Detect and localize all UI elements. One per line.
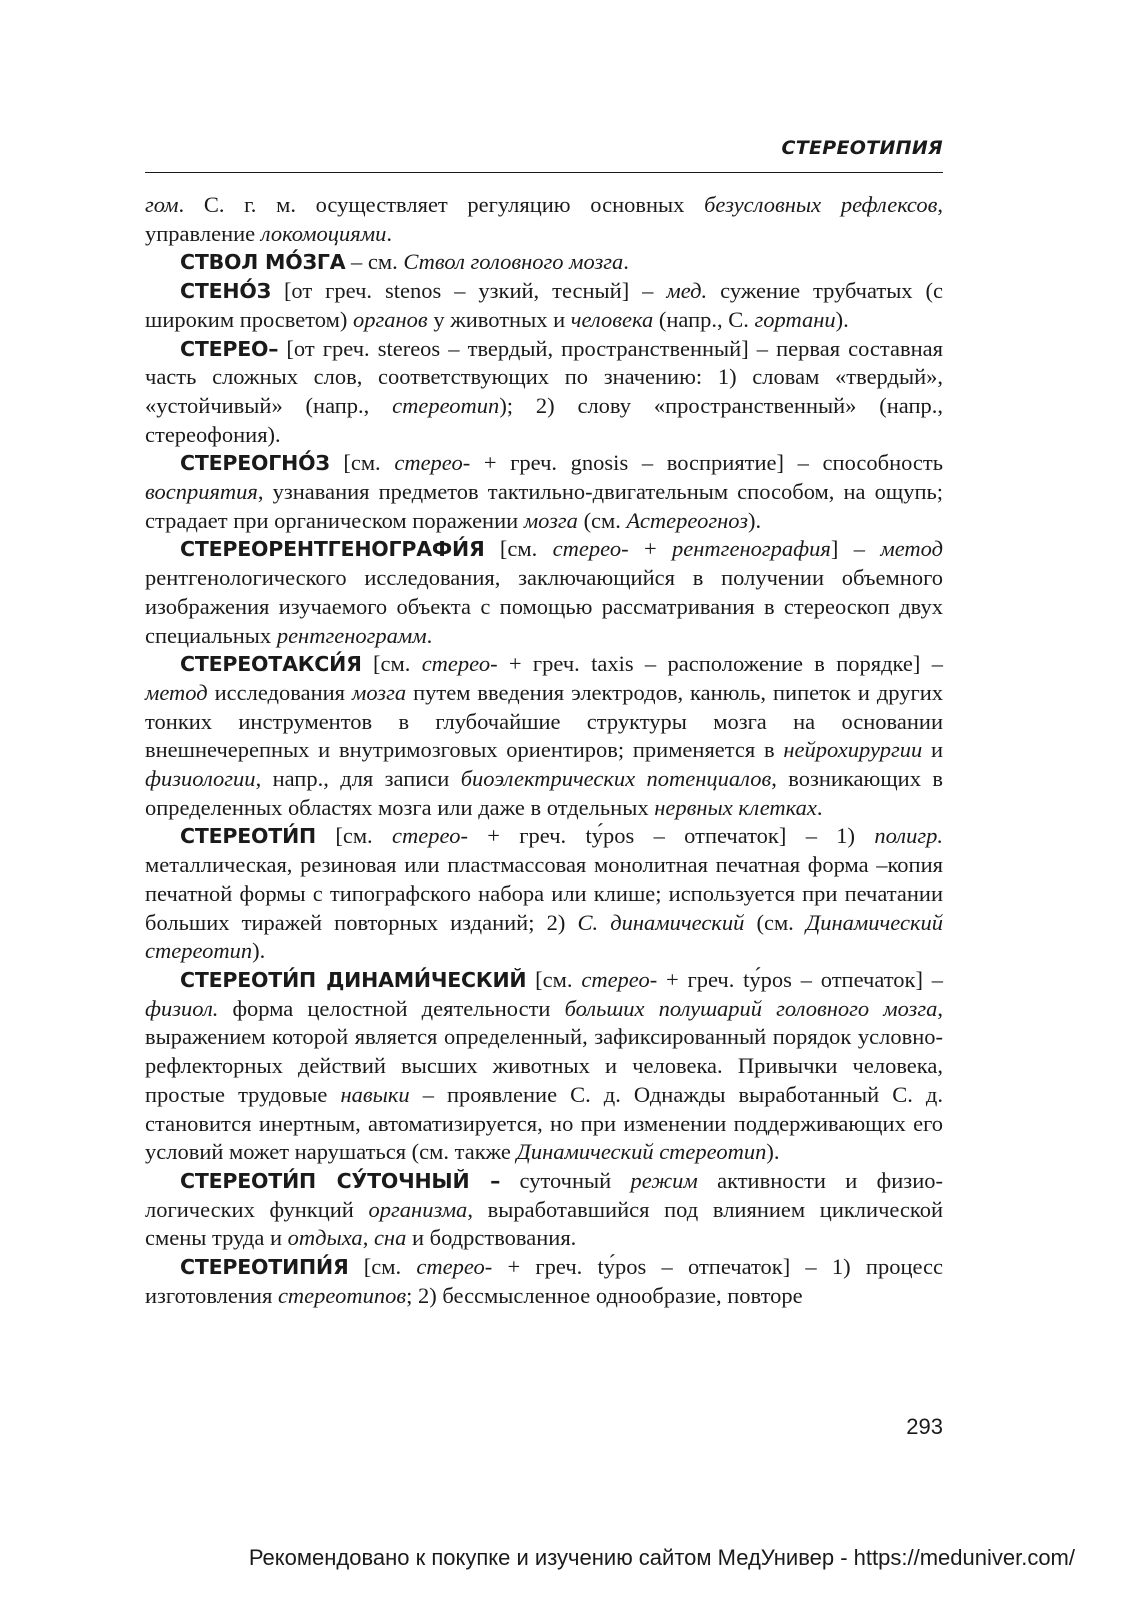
book-page — [145, 0, 943, 1601]
entry-text: . — [426, 622, 433, 648]
entry-text: ). — [835, 306, 849, 332]
entry-text: [от греч. stereos – твердый, пространственный] – первая составная часть сложных слов, соответствующих по значению: 1) словам «твердый», «устойчивый» (напр., — [145, 335, 943, 418]
italic-term: отдыха — [287, 1225, 363, 1251]
dictionary-entry — [145, 822, 943, 966]
entry-headword: СТЕНО́З — [180, 279, 271, 304]
dictionary-entry — [145, 248, 943, 277]
italic-term: мозга — [351, 679, 407, 705]
entry-text: путем введения электродов, канюль, пипеток и других тонких инструментов в глубочайшие структуры мозга на основании внешнечерепных и внутримозговых ориентиров; применяется в — [145, 679, 944, 763]
entry-text: [см. — [526, 966, 582, 992]
entry-text: + греч. taxis – расположение в порядке] – — [497, 651, 943, 677]
entry-text: ; 2) бессмысленное однообразие, повторе — [406, 1282, 803, 1308]
entry-headword: СТЕРЕОТИПИ́Я — [180, 1255, 349, 1280]
dictionary-entry — [145, 277, 943, 334]
italic-term: стерео- — [581, 966, 658, 992]
entry-text: [см. — [348, 1254, 417, 1280]
entry-text: исследования — [207, 679, 352, 705]
italic-term: гортани — [754, 306, 836, 332]
italic-term: рентгенография — [672, 536, 831, 562]
entry-text: у животных и — [427, 306, 571, 332]
entry-text: (см. — [744, 909, 806, 935]
italic-term: мозга — [523, 507, 578, 533]
entry-text: (см. — [577, 507, 627, 533]
italic-term: организма — [368, 1196, 468, 1222]
entry-headword: СТЕРЕО– — [180, 336, 279, 361]
dictionary-entry — [145, 1167, 943, 1253]
italic-term: органов — [352, 306, 428, 332]
italic-term: сна — [373, 1225, 407, 1251]
italic-term: режим — [630, 1167, 698, 1193]
entry-text: металлическая, резиновая или пластмассовая монолитная печатная форма –копия печатной формы с типографского набора или клише; используется при печатании больших тиражей повторных изданий; 2) — [145, 852, 943, 935]
entry-text: [см. — [361, 651, 422, 677]
italic-term: Ствол головного мозга — [403, 249, 624, 275]
entry-text: и бодрствования. — [406, 1225, 577, 1251]
italic-term: С. динамический — [577, 909, 745, 935]
entry-text: , — [362, 1225, 374, 1251]
italic-term: Динамический стереотип — [516, 1139, 767, 1165]
entry-text: , возникающих в определенных областях мозга или даже в отдельных — [145, 766, 943, 820]
entry-text: – см. — [345, 249, 404, 275]
running-head: СТЕРЕОТИПИЯ — [781, 137, 943, 159]
dictionary-entry — [145, 335, 943, 450]
entry-text: . — [816, 794, 823, 820]
italic-term: локомоциями — [260, 220, 387, 246]
dictionary-entry — [145, 650, 943, 822]
entry-text: форма целостной деятельности — [218, 995, 565, 1021]
entry-text: активности и физиологических функций — [145, 1167, 943, 1222]
entry-text: [см. — [329, 450, 395, 476]
page-number: 293 — [906, 1414, 943, 1439]
entry-text: , выражением которой является определенный, зафиксированный порядок условно-рефлекторных действий высших животных и человека. Привычки человека, простые трудовые — [145, 995, 943, 1107]
entry-text: рентгенологического исследования, заключающийся в получении объемного изображения изучаемого объекта с помощью рассматривания в стереоскоп двух специальных — [145, 565, 943, 648]
italic-term: биоэлектрических потенциалов — [460, 766, 772, 792]
entry-text: . С. г. м. осуществляет регуляцию основных — [178, 192, 705, 217]
entry-text: [от греч. stenos – узкий, тесный] – — [270, 278, 667, 304]
italic-term: мед. — [666, 278, 708, 304]
italic-term: физиол. — [145, 995, 219, 1021]
entry-headword: СТЕРЕОТИ́П ДИНАМИ́ЧЕСКИЙ — [180, 967, 527, 992]
entry-text: , управление — [145, 192, 943, 246]
entry-text: + греч. tу́pos – отпечаток] – 1) процесс изготовления — [145, 1254, 943, 1308]
dictionary-body — [145, 191, 943, 1310]
entry-headword: СТЕРЕОТАКСИ́Я — [180, 652, 362, 677]
italic-term: Динамический стереотип — [145, 909, 943, 964]
entry-text: [см. — [484, 536, 553, 562]
entry-continuation — [145, 191, 943, 248]
italic-term: рентгенограмм — [276, 622, 427, 648]
entry-text: [см. — [316, 823, 393, 849]
italic-term: стерео- — [394, 450, 471, 476]
footer-text: Рекомендовано к покупке и изучению сайтом МедУнивер - https://meduniver.com/ — [248, 1545, 1075, 1570]
entry-text: , узнавания предметов тактильно-двигательным способом, на ощупь; страдает при органическом поражении — [145, 479, 943, 533]
entry-text: и — [922, 737, 944, 763]
italic-term: Астереогноз — [626, 507, 749, 533]
entry-headword: СТВОЛ МО́ЗГА — [180, 250, 346, 275]
italic-term: стерео- — [552, 536, 629, 562]
italic-term: метод — [880, 536, 943, 562]
entry-text: ] – — [830, 536, 881, 562]
entry-text: ). — [748, 507, 762, 533]
italic-term: физиологии — [145, 766, 256, 792]
italic-term: метод — [145, 679, 208, 705]
entry-text: + греч. tу́pos – отпечаток] – 1) — [467, 823, 875, 849]
dictionary-entry — [145, 535, 943, 650]
entry-text: (напр., С. — [653, 306, 755, 332]
entry-text: суточный — [500, 1167, 631, 1193]
italic-term: нейрохирургии — [783, 737, 923, 763]
entry-text: , напр., для записи — [255, 766, 461, 792]
entry-text: ); 2) слову «пространственный» (напр., стереофония). — [145, 392, 943, 447]
entry-headword: СТЕРЕОГНО́З — [180, 451, 330, 476]
italic-term: навыки — [340, 1081, 410, 1107]
entry-headword: СТЕРЕОТИ́П — [180, 824, 316, 849]
dictionary-entry — [145, 1253, 943, 1310]
italic-term: безусловных рефлексов — [704, 192, 938, 217]
entry-text: + греч. tу́pos – отпечаток] – — [657, 966, 944, 992]
italic-term: больших полушарий головного мозга — [564, 995, 938, 1021]
dictionary-entry — [145, 966, 943, 1167]
italic-term: гом — [145, 192, 179, 217]
entry-headword: СТЕРЕОРЕНТГЕНОГРАФИ́Я — [180, 537, 485, 562]
italic-term: человека — [570, 306, 654, 332]
italic-term: стерео- — [421, 651, 498, 677]
entry-text: + — [628, 536, 673, 562]
entry-text: , выработавшийся под влиянием циклической смены труда и — [145, 1196, 943, 1251]
italic-term: нервных клетках — [654, 794, 817, 820]
entry-text: + греч. gnosis – восприятие] – способность — [470, 450, 943, 476]
entry-text: . — [623, 249, 629, 275]
entry-text: – проявление С. д. Однажды выработанный С. д. становится инертным, автоматизируется, но при изменении поддерживающих его условий может нарушаться (см. также — [145, 1081, 943, 1165]
italic-term: стерео- — [416, 1254, 493, 1280]
italic-term: полигр. — [874, 823, 944, 849]
italic-term: стереотип — [392, 392, 500, 418]
header-rule — [145, 172, 943, 173]
italic-term: стереотипов — [277, 1282, 407, 1308]
entry-text: . — [386, 220, 392, 246]
dictionary-entry — [145, 449, 943, 535]
italic-term: стерео- — [392, 823, 468, 849]
italic-term: восприятия — [145, 479, 258, 505]
entry-text: ). — [766, 1139, 780, 1165]
entry-text: сужение трубчатых (с широким просветом) — [145, 278, 944, 332]
entry-headword: СТЕРЕОТИ́П СУ́ТОЧНЫЙ – — [180, 1168, 501, 1193]
entry-text: ). — [252, 938, 266, 964]
